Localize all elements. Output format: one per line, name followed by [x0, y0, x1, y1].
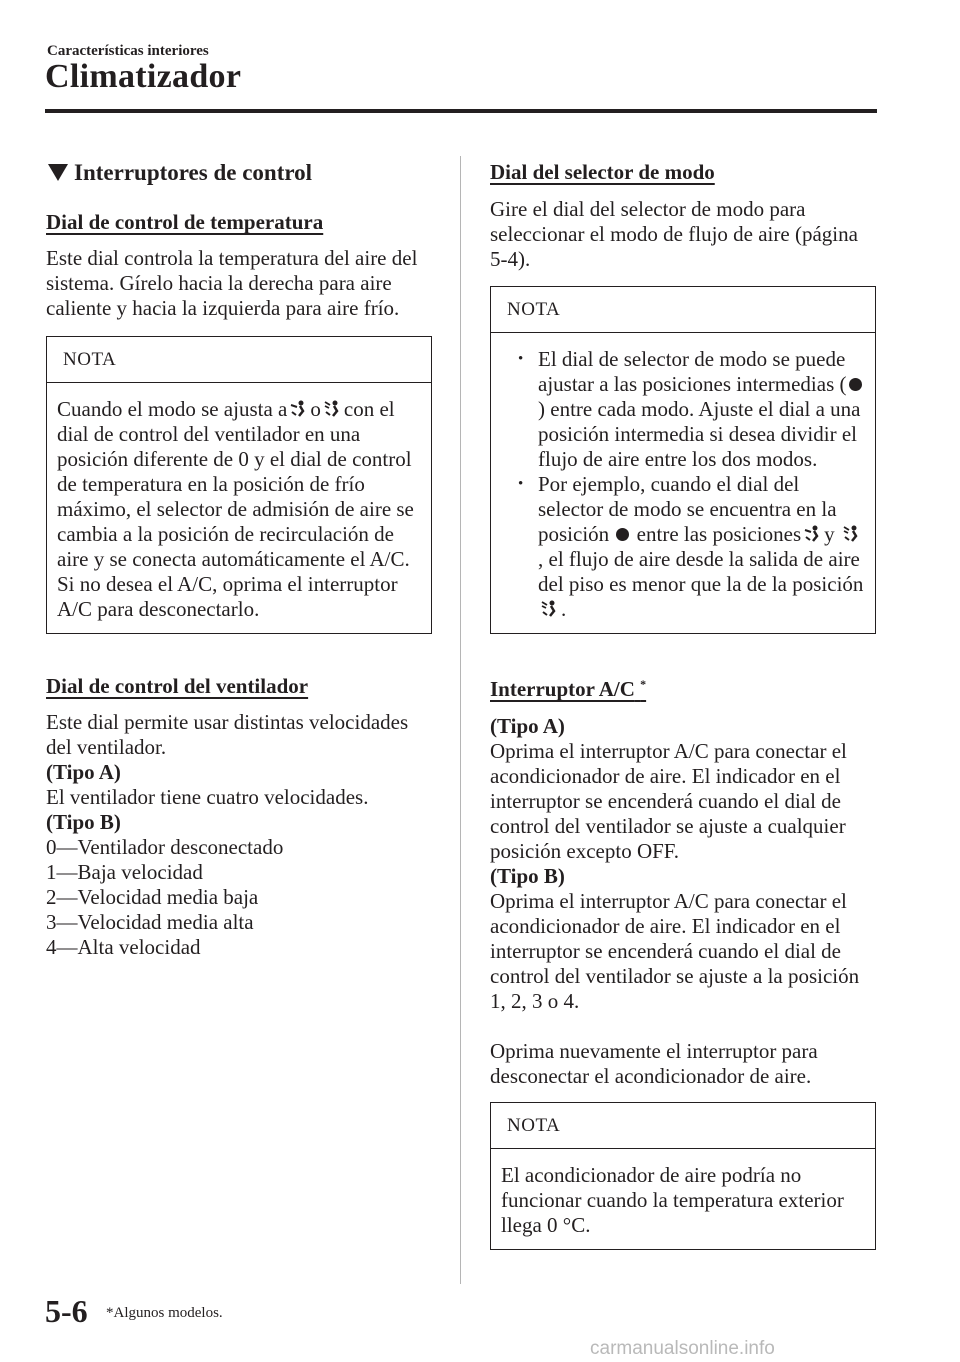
column-divider	[460, 156, 461, 1284]
floor-defrost-mode-icon	[541, 600, 558, 617]
note-body	[491, 1149, 875, 1249]
fan-type-a: (Tipo A)	[46, 760, 121, 784]
temp-dial-title: Dial de control de temperatura	[46, 210, 324, 234]
ac-title	[490, 672, 876, 702]
floor-defrost-mode-icon	[843, 525, 860, 542]
note-bullet	[501, 347, 865, 472]
fan-dial-text: Este dial permite usar distintas velocidades del ventilador.	[46, 710, 409, 759]
vent-floor-mode-icon	[290, 400, 307, 417]
ac-type-a: (Tipo A)	[490, 714, 565, 738]
intermediate-position-icon	[616, 528, 629, 541]
fan-dial-title: Dial de control del ventilador	[46, 674, 309, 698]
floor-defrost-mode-icon	[324, 400, 341, 417]
note-text-part: con el dial de control del ventilador en una posición diferente de 0 y el dial de control de temperatura en la posición de frío máximo, el selector de admisión de aire se cambia a la posición de recirculación de aire y se conecta automáticamente el A/C.	[57, 397, 414, 571]
note-box-3	[490, 1102, 876, 1250]
section-heading	[46, 160, 432, 185]
ac-type-b-text: Oprima el interruptor A/C para conectar el acondicionador de aire. El indicador en el interruptor se encenderá cuando el dial de control del ventilador se ajuste a la posición 1, 2, 3 o 4.	[490, 889, 860, 1013]
ac-off-text: Oprima nuevamente el interruptor para desconectar el acondicionador de aire.	[490, 1039, 818, 1088]
note-bullet	[501, 472, 865, 622]
ac-type-a-text: Oprima el interruptor A/C para conectar el acondicionador de aire. El indicador en el interruptor se encenderá cuando el dial de control del ventilador se ajuste a cualquier posición excepto OFF.	[490, 739, 847, 863]
chapter-title: Climatizador	[45, 58, 242, 95]
fan-type-a-text: El ventilador tiene cuatro velocidades.	[46, 785, 369, 809]
note-text-part: y	[824, 522, 835, 546]
note-text	[57, 397, 421, 572]
intermediate-position-icon	[849, 378, 862, 391]
note-label: NOTA	[491, 1103, 875, 1149]
left-column	[46, 160, 432, 960]
watermark: carmanualsonline.info	[590, 1338, 775, 1359]
note-text-part: Cuando el modo se ajusta a	[57, 397, 288, 421]
section-heading-text: Interruptores de control	[74, 160, 313, 185]
footnote: *Algunos modelos.	[106, 1305, 223, 1321]
note-label: NOTA	[491, 287, 875, 333]
note-text-part: ) entre cada modo. Ajuste el dial a una posición intermedia si desea dividir el flujo de aire entre los dos modos.	[538, 397, 861, 471]
mode-dial-text: Gire el dial del selector de modo para seleccionar el modo de flujo de aire (página 5-4).	[490, 197, 858, 271]
note-text-part: o	[310, 397, 321, 421]
mode-dial-title: Dial del selector de modo	[490, 160, 715, 184]
section-label: Características interiores	[47, 43, 209, 59]
header-rule	[45, 109, 877, 113]
fan-speed-item: 1—Baja velocidad	[46, 860, 203, 884]
note-text-part: El dial de selector de modo se puede ajustar a las posiciones intermedias (	[538, 347, 847, 396]
fan-speed-item: 2—Velocidad media baja	[46, 885, 259, 909]
note-text-part: .	[561, 597, 567, 621]
fan-speed-item: 4—Alta velocidad	[46, 935, 201, 959]
note-box-1	[46, 336, 432, 634]
page-number: 5-6	[45, 1293, 88, 1329]
note-body	[491, 333, 875, 633]
ac-type-b: (Tipo B)	[490, 864, 565, 888]
footnote-star: *	[640, 677, 647, 691]
vent-floor-mode-icon	[804, 525, 821, 542]
temp-dial-text: Este dial controla la temperatura del aire del sistema. Gírelo hacia la derecha para aire caliente y hacia la izquierda para aire frío.	[46, 246, 418, 320]
ac-title-text: Interruptor A/C	[490, 677, 635, 701]
note-box-2	[490, 286, 876, 634]
note-label: NOTA	[47, 337, 431, 383]
triangle-marker-icon	[48, 164, 68, 181]
right-column	[490, 160, 876, 1250]
note-text: El acondicionador de aire podría no funcionar cuando la temperatura exterior llega 0 °C.	[501, 1163, 844, 1237]
fan-speed-item: 0—Ventilador desconectado	[46, 835, 284, 859]
note-text-part: , el flujo de aire desde la salida de aire del piso es menor que la de la posición	[538, 547, 864, 596]
note-text-part: Por ejemplo, cuando el dial del selector de modo se encuentra en la posición	[538, 472, 837, 546]
note-text-2: Si no desea el A/C, oprima el interruptor A/C para desconectarlo.	[57, 572, 398, 621]
fan-speed-item: 3—Velocidad media alta	[46, 910, 254, 934]
note-text-part: entre las posiciones	[636, 522, 802, 546]
fan-type-b: (Tipo B)	[46, 810, 121, 834]
note-body	[47, 383, 431, 633]
